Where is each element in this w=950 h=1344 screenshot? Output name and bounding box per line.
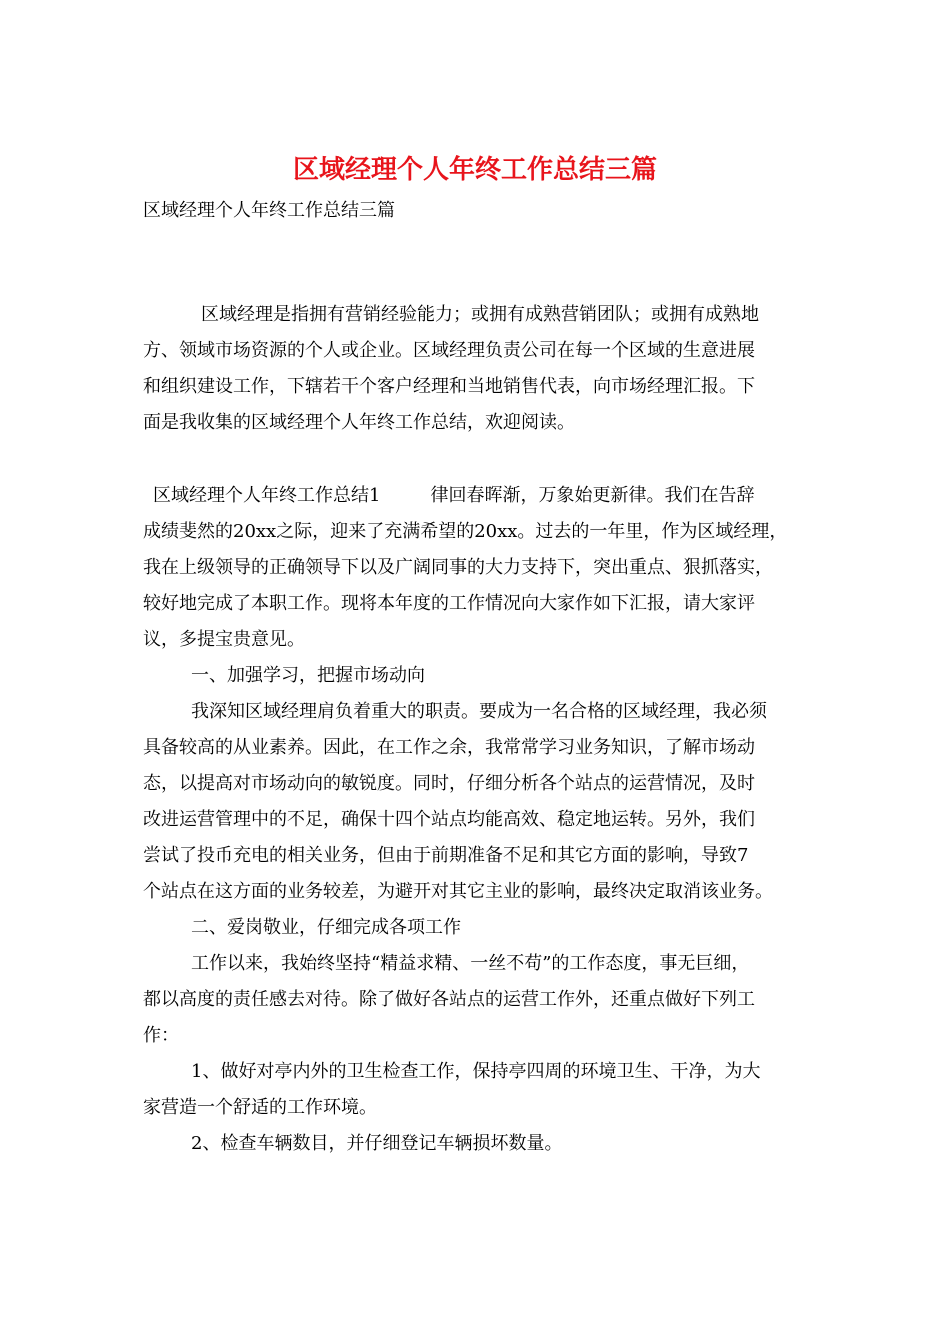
part1-heading: 一、加强学习，把握市场动向 [191, 665, 425, 686]
intro-line: 区域经理是指拥有营销经验能力；或拥有成熟营销团队；或拥有成熟地 [201, 304, 759, 325]
item-1-line: 1、做好对亭内外的卫生检查工作，保持亭四周的环境卫生、干净，为大 [191, 1061, 761, 1082]
part1-line: 个站点在这方面的业务较差，为避开对其它主业的影响，最终决定取消该业务。 [143, 881, 773, 902]
part1-line: 具备较高的从业素养。因此，在工作之余，我常常学习业务知识，了解市场动 [143, 737, 755, 758]
items-block [143, 1054, 833, 1162]
section1-line: 议，多提宝贵意见。 [143, 629, 305, 650]
section1-line: 较好地完成了本职工作。现将本年度的工作情况向大家作如下汇报，请大家评 [143, 593, 755, 614]
part1-line: 尝试了投币充电的相关业务，但由于前期准备不足和其它方面的影响，导致7 [143, 845, 749, 866]
intro-line: 和组织建设工作，下辖若干个客户经理和当地销售代表，向市场经理汇报。下 [143, 376, 755, 397]
intro-paragraph [143, 297, 833, 441]
part2-line: 作： [143, 1025, 179, 1046]
part2-line: 都以高度的责任感去对待。除了做好各站点的运营工作外，还重点做好下列工 [143, 989, 755, 1010]
section1-opening: 律回春晖渐，万象始更新律。我们在告辞 [430, 485, 755, 506]
part1-block [143, 658, 833, 910]
part2-block [143, 910, 833, 1054]
section1-first-line [143, 478, 833, 514]
document-subtitle: 区域经理个人年终工作总结三篇 [143, 200, 395, 221]
part2-line: 工作以来，我始终坚持“精益求精、一丝不苟”的工作态度，事无巨细， [191, 953, 750, 974]
part2-heading: 二、爱岗敬业，仔细完成各项工作 [191, 917, 461, 938]
item-1-line: 家营造一个舒适的工作环境。 [143, 1097, 377, 1118]
part1-line: 我深知区域经理肩负着重大的职责。要成为一名合格的区域经理，我必须 [191, 701, 767, 722]
document-title: 区域经理个人年终工作总结三篇 [292, 155, 657, 185]
part1-line: 态，以提高对市场动向的敏锐度。同时，仔细分析各个站点的运营情况，及时 [143, 773, 755, 794]
section1-heading: 区域经理个人年终工作总结1 [153, 485, 381, 506]
section1-line: 成绩斐然的20xx之际，迎来了充满希望的20xx。过去的一年里，作为区域经理， [143, 521, 788, 542]
section1-paragraph [143, 478, 833, 658]
intro-line: 方、领域市场资源的个人或企业。区域经理负责公司在每一个区域的生意进展 [143, 340, 755, 361]
intro-line: 面是我收集的区域经理个人年终工作总结，欢迎阅读。 [143, 412, 575, 433]
section1-line: 我在上级领导的正确领导下以及广阔同事的大力支持下，突出重点、狠抓落实， [143, 557, 773, 578]
item-2-line: 2、检查车辆数目，并仔细登记车辆损坏数量。 [191, 1133, 563, 1154]
part1-line: 改进运营管理中的不足，确保十四个站点均能高效、稳定地运转。另外，我们 [143, 809, 755, 830]
